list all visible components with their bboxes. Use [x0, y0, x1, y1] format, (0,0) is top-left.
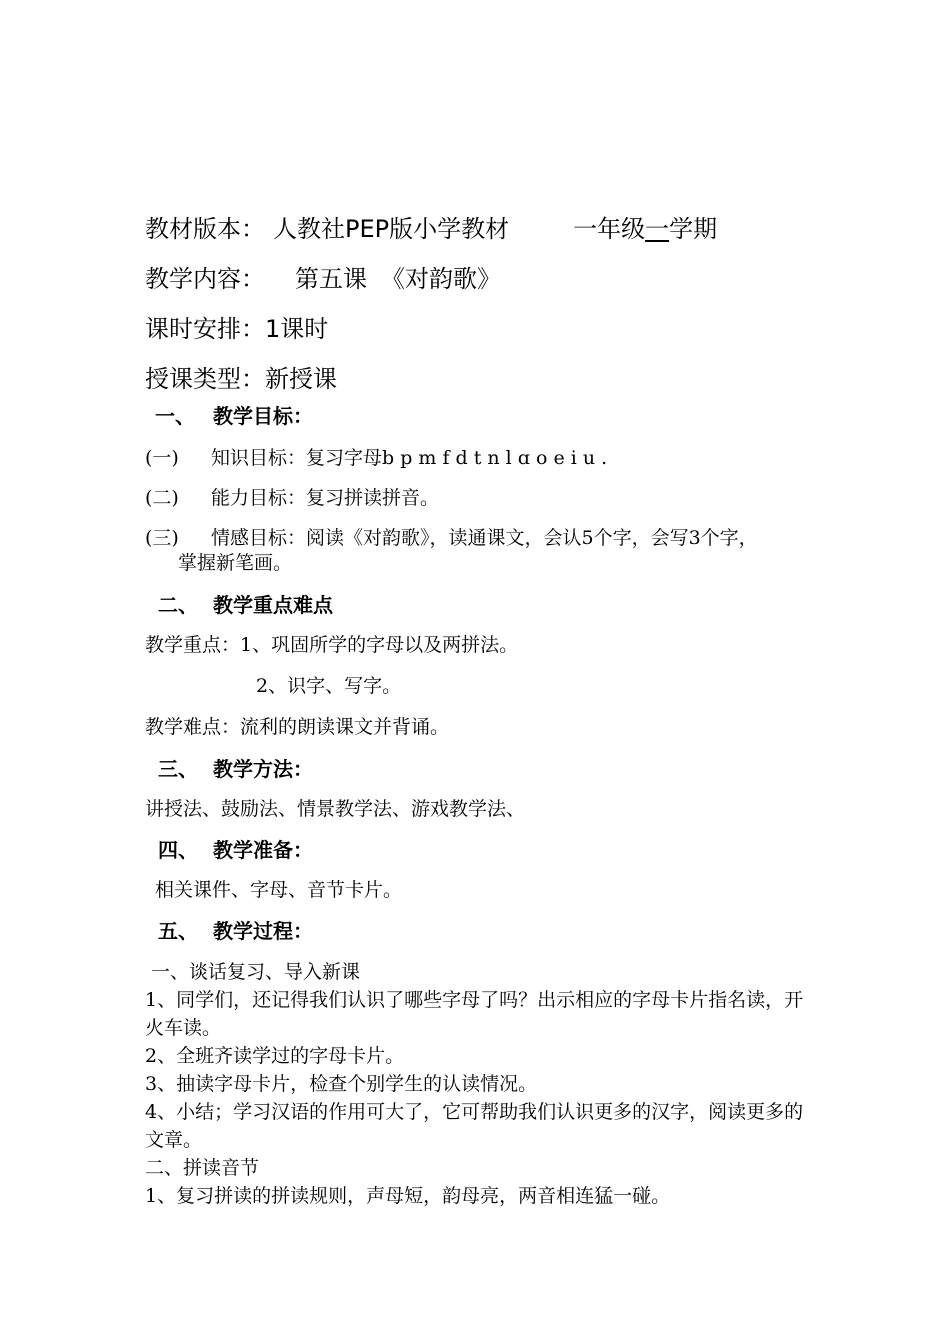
- edition-line: [145, 214, 717, 244]
- objective-3-text: 情感目标：阅读《对韵歌》，读通课文，会认5个字，会写3个字，: [211, 527, 758, 549]
- hours-line: [145, 314, 328, 344]
- section-2-heading: [158, 592, 333, 618]
- objective-knowledge: [145, 445, 607, 471]
- process-line: 1、同学们，还记得我们认识了哪些字母了吗？出示相应的字母卡片指名读，开火车读。: [145, 989, 804, 1039]
- section-4-title: 教学准备：: [213, 838, 313, 862]
- grade: 一年级: [573, 215, 646, 243]
- type-line: [145, 364, 337, 394]
- section-4-heading: [158, 837, 313, 863]
- objective-1-text: 知识目标：复习字母b p m f d t n l ɑ o e i u .: [211, 447, 608, 469]
- section-1-title: 教学目标：: [213, 404, 313, 428]
- edition-value: 人教社PEP版小学教材: [273, 215, 510, 243]
- section-1-heading: [155, 403, 313, 429]
- term-blank: 一: [645, 215, 670, 243]
- preparation-line: [155, 877, 402, 903]
- preparation-text: 相关课件、字母、音节卡片。: [155, 879, 403, 901]
- process-line: 一、谈话复习、导入新课: [145, 961, 361, 983]
- key-point-line-1: [145, 632, 518, 658]
- objective-emotion: [145, 525, 758, 551]
- section-3-title: 教学方法：: [213, 757, 313, 781]
- section-5-heading: [158, 918, 313, 944]
- section-4-number: 四、: [158, 838, 198, 862]
- process-body: [145, 958, 815, 1210]
- section-3-heading: [158, 756, 313, 782]
- methods-text: 讲授法、鼓励法、情景教学法、游戏教学法、: [145, 798, 526, 820]
- section-3-number: 三、: [158, 757, 198, 781]
- hours-label: 课时安排：: [145, 315, 265, 343]
- type-value: 新授课: [265, 365, 337, 393]
- key-point-text-1: 教学重点：1、巩固所学的字母以及两拼法。: [145, 634, 519, 656]
- section-2-title: 教学重点难点: [213, 593, 333, 617]
- section-2-number: 二、: [158, 593, 198, 617]
- lesson-number: 第五课: [295, 265, 367, 293]
- objective-1-number: (一): [145, 447, 179, 469]
- objective-3-cont: 掌握新笔画。: [178, 552, 293, 574]
- key-point-line-2: [256, 673, 401, 699]
- type-label: 授课类型：: [145, 365, 265, 393]
- hours-value: 1课时: [265, 315, 329, 343]
- objective-3-number: (三): [145, 527, 179, 549]
- objective-2-text: 能力目标：复习拼读拼音。: [211, 487, 440, 509]
- objective-emotion-continued: [178, 550, 292, 576]
- objective-2-number: (二): [145, 487, 179, 509]
- process-line: 3、抽读字母卡片，检查个别学生的认读情况。: [145, 1073, 538, 1095]
- process-line: 2、全班齐读学过的字母卡片。: [145, 1045, 405, 1067]
- key-point-text-2: 2、识字、写字。: [256, 675, 402, 697]
- process-line: 1、复习拼读的拼读规则，声母短，韵母亮，两音相连猛一碰。: [145, 1185, 671, 1207]
- content-label: 教学内容：: [145, 265, 265, 293]
- section-1-number: 一、: [155, 404, 195, 428]
- difficulty-line: [145, 714, 449, 740]
- section-5-title: 教学过程：: [213, 919, 313, 943]
- edition-label: 教材版本：: [145, 215, 265, 243]
- lesson-title: 《对韵歌》: [381, 265, 501, 293]
- methods-line: [145, 796, 525, 822]
- content-line: [145, 264, 501, 294]
- term-suffix: 学期: [669, 215, 718, 243]
- section-5-number: 五、: [158, 919, 198, 943]
- process-line: 4、小结；学习汉语的作用可大了，它可帮助我们认识更多的汉字，阅读更多的文章。: [145, 1101, 804, 1151]
- difficulty-text: 教学难点：流利的朗读课文并背诵。: [145, 716, 450, 738]
- process-line: 二、拼读音节: [145, 1157, 260, 1179]
- objective-ability: [145, 485, 439, 511]
